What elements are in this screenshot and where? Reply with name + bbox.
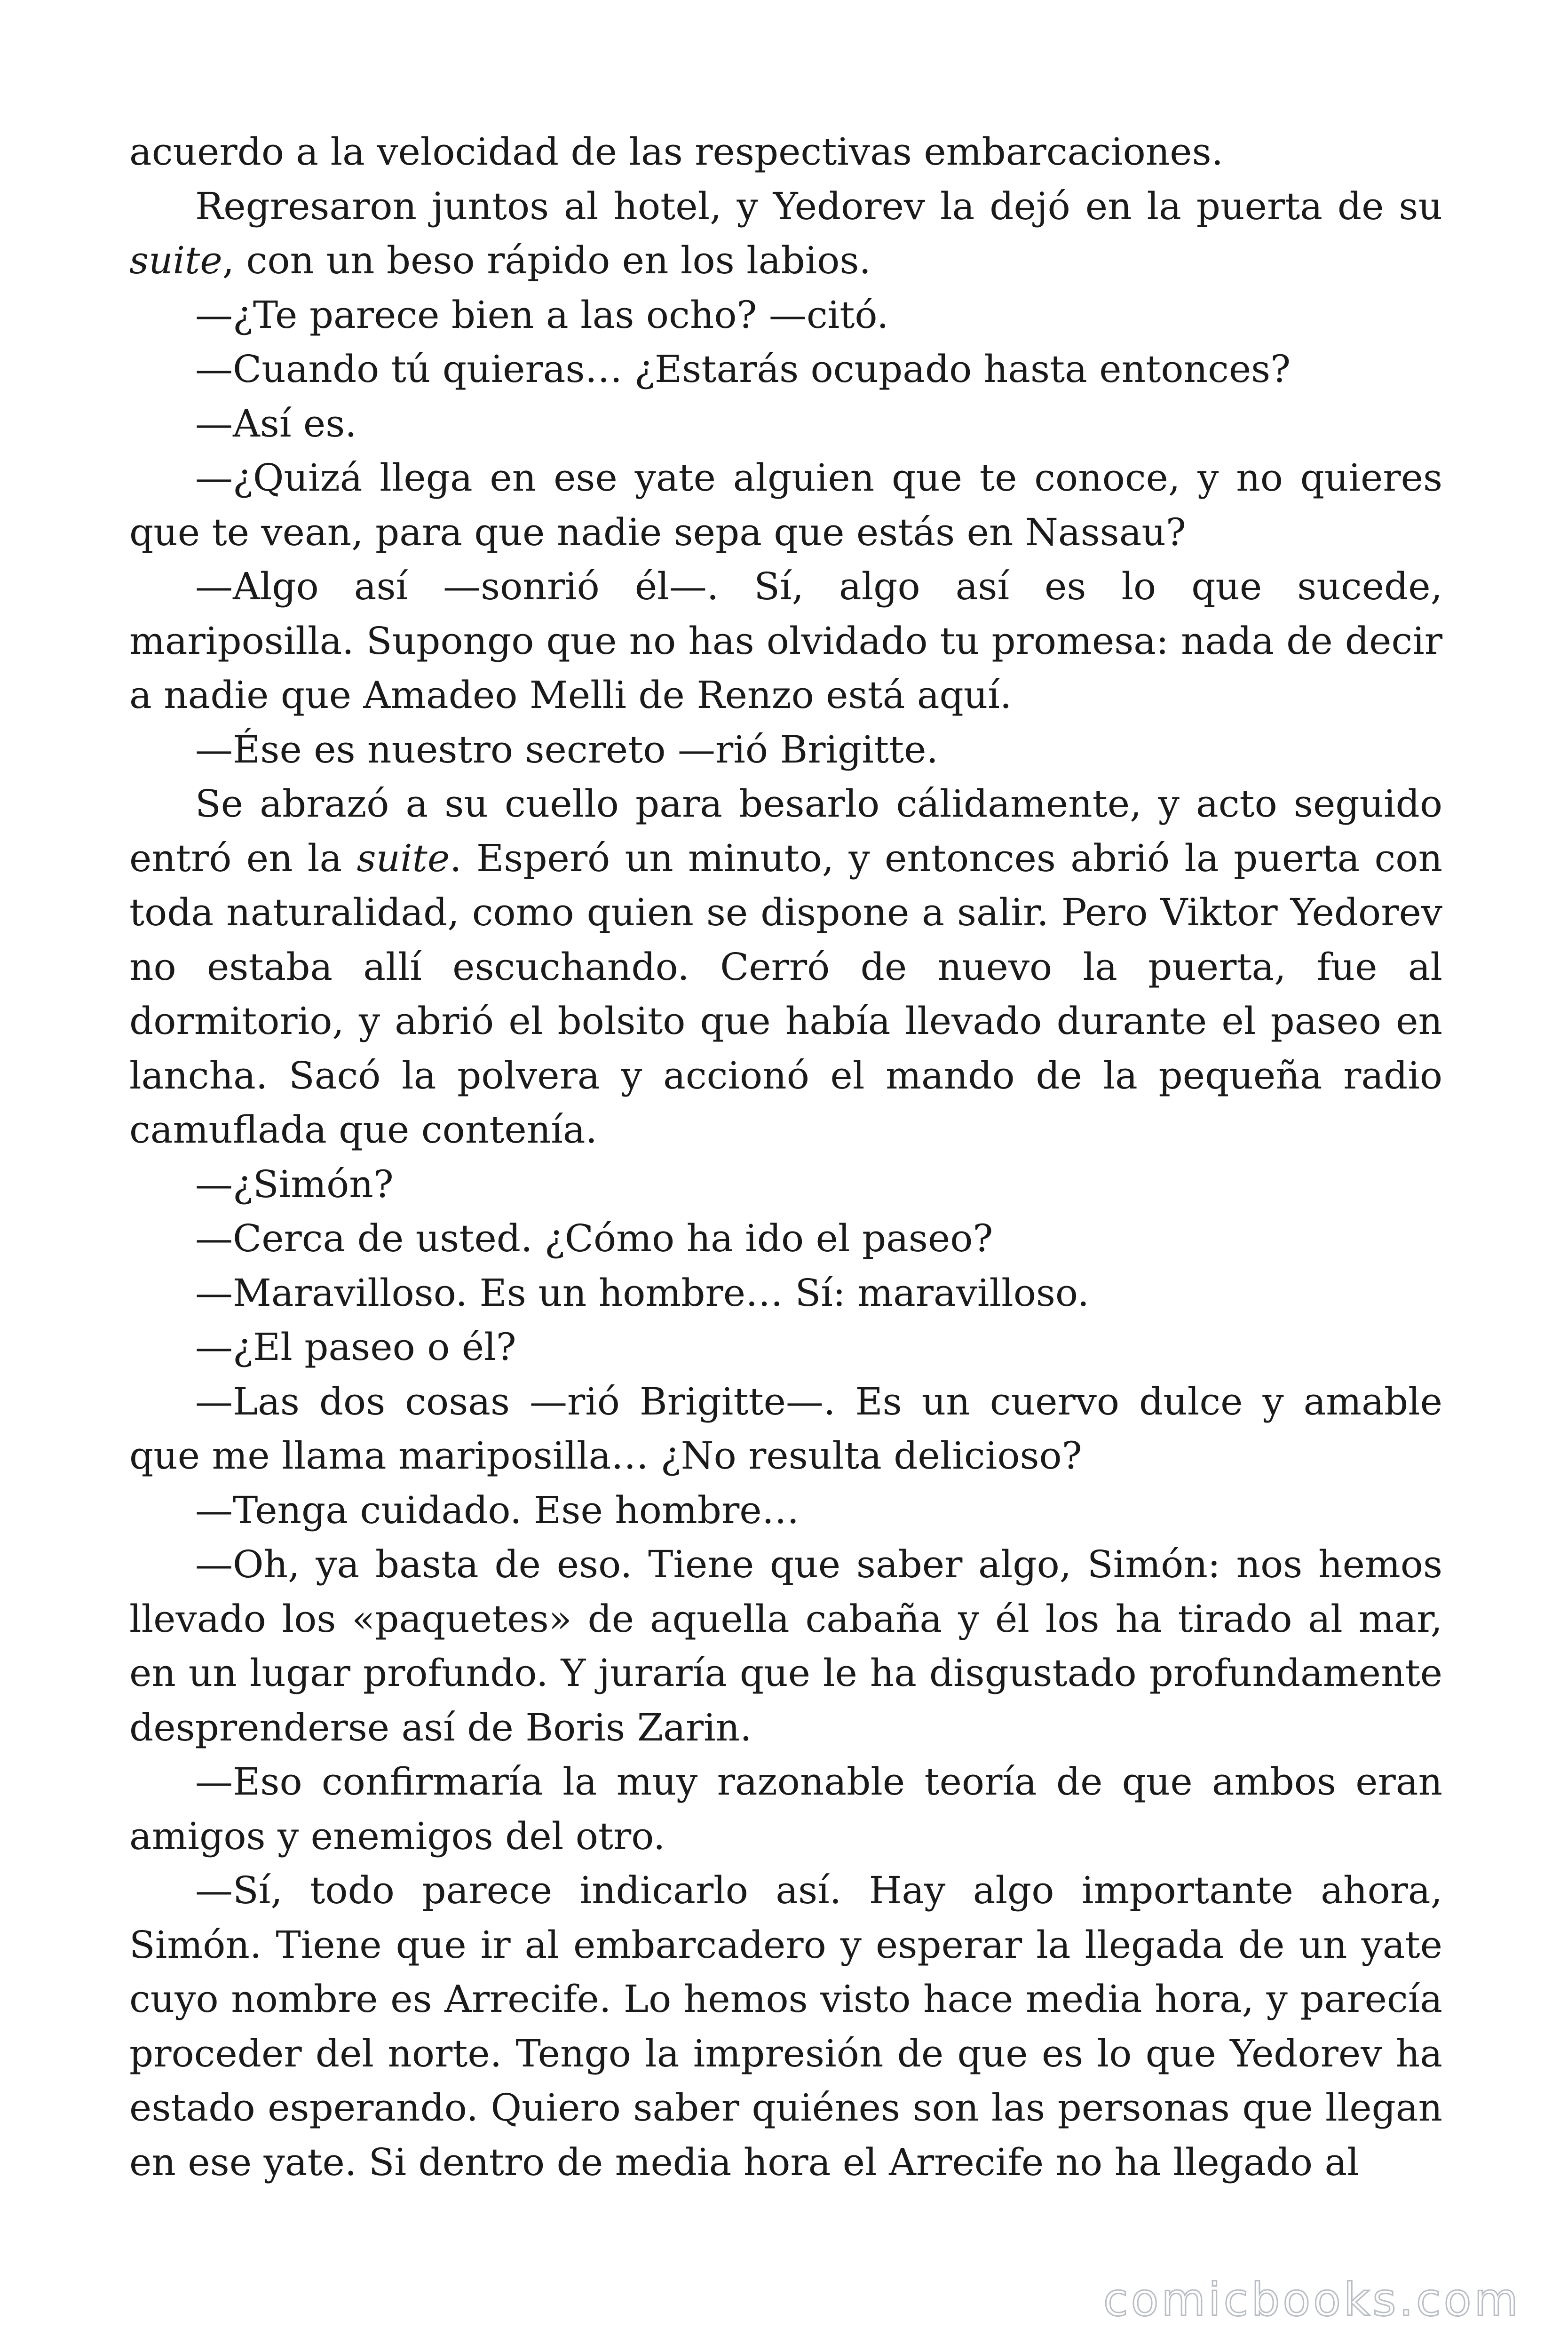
- paragraph: [129, 559, 1442, 723]
- paragraph: [129, 1211, 1442, 1266]
- paragraph: [129, 125, 1442, 179]
- text-run: —Las dos cosas —rió Brigitte—. Es un cuervo dulce y amable que me llama mariposilla… ¿No resulta delicioso?: [129, 1379, 1442, 1478]
- text-run: —Oh, ya basta de eso. Tiene que saber algo, Simón: nos hemos llevado los «paquetes» de aquella cabaña y él los ha tirado al mar, en un lugar profundo. Y juraría que le ha disgustado profundamente desprenderse así de Boris Zarin.: [129, 1542, 1442, 1749]
- paragraph: [129, 397, 1442, 451]
- paragraph: [129, 288, 1442, 342]
- paragraph: [129, 1375, 1442, 1483]
- text-run: —Algo así —sonrió él—. Sí, algo así es lo que sucede, mariposilla. Supongo que no has olvidado tu promesa: nada de decir a nadie que Amadeo Melli de Renzo está aquí.: [129, 564, 1442, 717]
- paragraph: [129, 342, 1442, 397]
- text-run: —Cerca de usted. ¿Cómo ha ido el paseo?: [195, 1216, 993, 1260]
- text-run: —¿Simón?: [195, 1162, 394, 1206]
- text-run: Regresaron juntos al hotel, y Yedorev la dejó en la puerta de su: [195, 184, 1442, 228]
- paragraph: [129, 179, 1442, 288]
- paragraph: [129, 1483, 1442, 1538]
- paragraph: [129, 1157, 1442, 1212]
- text-run: —Tenga cuidado. Ese hombre…: [195, 1488, 800, 1532]
- watermark: comicbooks.com: [1103, 2273, 1521, 2326]
- text-run: —Así es.: [195, 401, 357, 445]
- text-run: —Cuando tú quieras… ¿Estarás ocupado hasta entonces?: [195, 347, 1291, 391]
- text-run: —¿Quizá llega en ese yate alguien que te conoce, y no quieres que te vean, para que nadie sepa que estás en Nassau?: [129, 456, 1442, 554]
- paragraph: [129, 1537, 1442, 1755]
- paragraph: [129, 451, 1442, 559]
- text-run: —Maravilloso. Es un hombre… Sí: maravilloso.: [195, 1271, 1090, 1315]
- body-text: [129, 125, 1442, 2189]
- italic-text: suite: [129, 238, 222, 282]
- text-run: —Eso confirmaría la muy razonable teoría de que ambos eran amigos y enemigos del otro.: [129, 1760, 1442, 1858]
- text-run: —¿Te parece bien a las ocho? —citó.: [195, 293, 889, 337]
- paragraph: [129, 723, 1442, 777]
- text-run: . Esperó un minuto, y entonces abrió la puerta con toda naturalidad, como quien se dispone a salir. Pero Viktor Yedorev no estaba allí escuchando. Cerró de nuevo la puerta, fue al dormitorio, y abrió el bolsito que había llevado durante el paseo en lancha. Sacó la polvera y accionó el mando de la pequeña radio camuflada que contenía.: [129, 836, 1442, 1152]
- text-run: —Sí, todo parece indicarlo así. Hay algo importante ahora, Simón. Tiene que ir al embarcadero y esperar la llegada de un yate cuyo nombre es Arrecife. Lo hemos visto hace media hora, y parecía proceder del norte. Tengo la impresión de que es lo que Yedorev ha estado esperando. Quiero saber quiénes son las personas que llegan en ese yate. Si dentro de media hora el Arrecife no ha llegado al: [129, 1868, 1442, 2184]
- text-run: —¿El paseo o él?: [195, 1325, 516, 1369]
- italic-text: suite: [356, 836, 450, 880]
- paragraph: [129, 1755, 1442, 1863]
- paragraph: [129, 777, 1442, 1157]
- text-run: acuerdo a la velocidad de las respectivas embarcaciones.: [129, 130, 1224, 174]
- text-run: , con un beso rápido en los labios.: [222, 238, 871, 282]
- paragraph: [129, 1863, 1442, 2189]
- paragraph: [129, 1266, 1442, 1320]
- paragraph: [129, 1320, 1442, 1375]
- text-run: Se abrazó a su cuello para besarlo cálidamente, y acto seguido entró en la: [129, 782, 1442, 880]
- text-run: —Ése es nuestro secreto —rió Brigitte.: [195, 727, 938, 771]
